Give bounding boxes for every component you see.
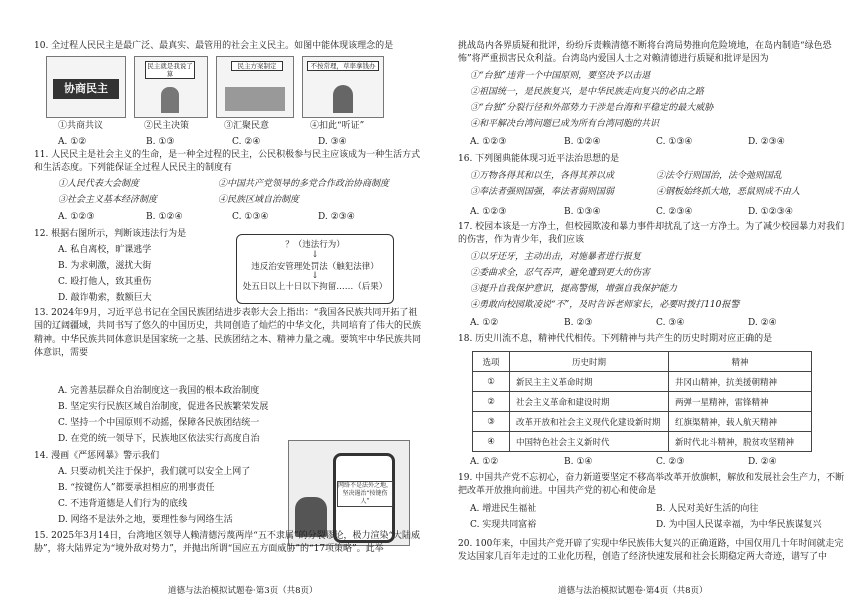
q19-option-b[interactable]: B. 人民对美好生活的向往	[656, 504, 759, 514]
q10-caption-1: ①共商共议	[58, 121, 104, 131]
q12-option-d[interactable]: D. 敲诈勒索，数额巨大	[58, 293, 152, 303]
q18-table	[472, 351, 812, 452]
q16-item-1: ①万物各得其和以生，各得其养以成	[470, 171, 615, 181]
q11-option-a[interactable]: A. ①②③	[58, 212, 95, 222]
q16-item-2: ②法令行则国治，法令弛则国乱	[656, 171, 783, 181]
table-cell: ①	[473, 372, 510, 392]
q14-option-c[interactable]: C. 不违背道德是人们行为的底线	[58, 499, 188, 509]
q11-option-c[interactable]: C. ①③④	[232, 212, 269, 222]
flow-step-3: 处五日以上十日以下拘留……（后果）	[242, 282, 388, 292]
right-page	[430, 0, 860, 604]
q12-option-a[interactable]: A. 私自离校，旷课逃学	[58, 245, 152, 255]
q17-option-b[interactable]: B. ②③	[564, 318, 593, 328]
q11-stem: 11. 人民民主是社会主义的生命，是一种全过程的民主，公民积极参与民主应该成为一种生活方式和生活态度。下列能保证全过程人民民主的制度有	[34, 150, 421, 173]
q16-option-d[interactable]: D. ①②③④	[748, 207, 793, 217]
q17-item-1: ①以牙还牙，主动出击，对施暴者进行报复	[470, 252, 642, 262]
q19-option-d[interactable]: D. 为中国人民谋幸福，为中华民族谋复兴	[656, 520, 822, 530]
q10-options	[58, 136, 418, 149]
q15-continued: 挑战岛内各界质疑和批评，纷纷斥责赖清德不断将台湾局势推向危险境地，在岛内制造“绿色恐怖”将严重损害民众利益。台湾岛内爱国人士之对赖清德进行质疑和批评是因为	[458, 41, 832, 65]
person-figure-icon	[161, 87, 179, 113]
q10-image-3-text: 民主方案制定	[231, 61, 283, 71]
table-header-row	[473, 352, 812, 372]
q19-option-a[interactable]: A. 增进民生福祉	[470, 504, 537, 514]
q18-option-a[interactable]: A. ①②	[470, 457, 499, 467]
q17-options	[470, 317, 850, 330]
q18-option-c[interactable]: C. ②③	[656, 457, 685, 467]
q14-stem: 14. 漫画《严惩网暴》警示我们	[34, 451, 160, 461]
q15-option-b[interactable]: B. ①②④	[564, 137, 601, 147]
q14-cartoon-text: 网络不是法外之地，坚决遏治“按键伤人”	[338, 482, 393, 505]
table-cell: 改革开放和社会主义现代化建设新时期	[510, 412, 669, 432]
table-row	[473, 392, 812, 412]
q10-captions	[46, 120, 426, 133]
q12-flowchart	[236, 234, 394, 304]
table-row	[473, 432, 812, 452]
q18-stem: 18. 历史川流不息，精神代代相传。下列精神与共产生的历史时期对应正确的是	[458, 334, 773, 344]
q11-option-b[interactable]: B. ①②④	[146, 212, 183, 222]
q10-caption-4: ④扣此“听证”	[310, 121, 365, 131]
q10-option-b[interactable]: B. ①③	[146, 137, 175, 147]
table-cell: 两弹一星精神，雷锋精神	[669, 392, 812, 412]
q15-item-3: ③“台独”分裂行径和外部势力干涉是台海和平稳定的最大威胁	[470, 103, 714, 113]
q18-options	[470, 456, 850, 469]
table-cell: ④	[473, 432, 510, 452]
person-figure-icon	[333, 85, 353, 113]
q11-item-2: ②中国共产党领导的多党合作政治协商制度	[218, 179, 390, 189]
q14-option-a[interactable]: A. 只要动机关注于保护，我们就可以安全上网了	[58, 467, 251, 477]
q16-option-c[interactable]: C. ②③④	[656, 207, 693, 217]
q10-caption-3: ③汇聚民意	[224, 121, 270, 131]
table-cell: ③	[473, 412, 510, 432]
q19-stem: 19. 中国共产党不忘初心，奋力新道要坚定不移高举改革开放旗帜，解放和发展社会生产力，不断把改革开放推向前进。中国共产党的初心和使命是	[458, 473, 845, 497]
page-footer-left: 道德与法治模拟试题卷·第3页（共8页）	[168, 586, 318, 596]
q15-item-1: ①“台独”违背一个中国原则，要坚决予以击退	[470, 71, 651, 81]
q19-options	[470, 503, 850, 533]
q17-item-4: ④勇敢向校园欺凌说“不”，及时告诉老师家长，必要时拨打110报警	[470, 300, 740, 310]
table-cell: 新民主主义革命时期	[510, 372, 669, 392]
q10-option-a[interactable]: A. ①②	[58, 137, 87, 147]
q10-image-4-text: 不按常理，草率拿钱办	[307, 61, 379, 71]
table-header-option: 选项	[473, 352, 510, 372]
q13-option-a[interactable]: A. 完善基层群众自治制度这一我国的根本政治制度	[58, 386, 260, 396]
q11-option-d[interactable]: D. ②③④	[318, 212, 355, 222]
q11-item-4: ④民族区域自治制度	[218, 195, 300, 205]
q16-option-b[interactable]: B. ①③④	[564, 207, 601, 217]
table-cell: 中国特色社会主义新时代	[510, 432, 669, 452]
q11-items	[58, 178, 418, 208]
page-footer-right: 道德与法治模拟试题卷·第4页（共8页）	[558, 586, 708, 596]
q15-option-d[interactable]: D. ②③④	[748, 137, 785, 147]
q18-option-b[interactable]: B. ①④	[564, 457, 593, 467]
q13-option-d[interactable]: D. 在党的统一领导下，民族地区依法实行高度自治	[58, 434, 260, 444]
q20-stem: 20. 100年来，中国共产党开辟了实现中华民族伟大复兴的正确道路，中国仅用几十年时间就走完发达国家几百年走过的工业化历程，创造了经济快速发展和社会长期稳定两大奇迹，谱写了中	[458, 539, 844, 563]
q15-item-2: ②祖国统一，是民族复兴，是中华民族走向复兴的必由之路	[470, 87, 705, 97]
q10-image-2	[134, 56, 208, 118]
q10-option-d[interactable]: D. ③④	[318, 137, 347, 147]
q15-item-4: ④和平解决台湾问题已成为所有台湾同胞的共识	[470, 119, 660, 129]
q10-caption-2: ②民主决策	[144, 121, 190, 131]
q17-option-d[interactable]: D. ②④	[748, 318, 777, 328]
table-cell: 红旗渠精神，载人航天精神	[669, 412, 812, 432]
arrow-down-icon: ↓	[311, 250, 319, 260]
q15-option-a[interactable]: A. ①②③	[470, 137, 507, 147]
q10-image-1	[46, 56, 126, 118]
q14-option-b[interactable]: B. “按键伤人”都要承担相应的刑事责任	[58, 483, 215, 493]
q12-option-b[interactable]: B. 为求刺激，滋扰大街	[58, 261, 152, 271]
table-cell: 新时代北斗精神，脱贫攻坚精神	[669, 432, 812, 452]
q16-items	[470, 170, 850, 200]
table-cell: 井冈山精神，抗美援朝精神	[669, 372, 812, 392]
q17-option-c[interactable]: C. ③④	[656, 318, 685, 328]
q13-stem: 13. 2024年9月，习近平总书记在全国民族团结进步表彰大会上指出：“我国各民族共同开拓了祖国的辽阔疆域，共同书写了悠久的中国历史，共同创造了灿烂的中华文化，共同培育了伟大的民族精神。中华民族共同体意识是国家统一之基、民族团结之本、精神力量之魂。要筑牢中华民族共同体意识，需要	[34, 308, 422, 359]
table-cell: 社会主义革命和建设时期	[510, 392, 669, 412]
q17-option-a[interactable]: A. ①②	[470, 318, 499, 328]
table-header-spirit: 精神	[669, 352, 812, 372]
q17-item-3: ③提升自我保护意识，提高警惕，增强自我保护能力	[470, 284, 678, 294]
table-row	[473, 372, 812, 392]
q17-stem: 17. 校园本该是一方净土，但校园欺凌和暴力事件却扰乱了这一方净土。为了减少校园暴力对我们的伤害，作为青少年，我们应该	[458, 222, 845, 246]
table-row	[473, 412, 812, 432]
q10-option-c[interactable]: C. ②④	[232, 137, 261, 147]
q15-options	[470, 136, 850, 149]
meeting-table-icon	[225, 87, 285, 111]
q11-item-3: ③社会主义基本经济制度	[58, 195, 158, 205]
q10-image-3	[216, 56, 294, 118]
q16-stem: 16. 下列图典能体现习近平法治思想的是	[458, 154, 620, 164]
q14-option-d[interactable]: D. 网络不是法外之地，要理性参与网络生活	[58, 515, 233, 525]
q16-item-4: ④钢板始终抓大地，恶鼠则成不由人	[656, 187, 801, 197]
q11-options	[58, 211, 418, 224]
q16-options	[470, 206, 850, 219]
q10-image-4	[302, 56, 384, 118]
q12-option-c[interactable]: C. 殴打他人，致其重伤	[58, 277, 152, 287]
q12-stem: 12. 根据右图所示，判断该违法行为是	[34, 229, 187, 239]
q19-option-c[interactable]: C. 实现共同富裕	[470, 520, 537, 530]
q15-option-c[interactable]: C. ①③④	[656, 137, 693, 147]
flow-step-2: 违反治安管理处罚法（触犯法律）	[251, 262, 379, 272]
arrow-down-icon: ↓	[311, 271, 319, 281]
table-header-period: 历史时期	[510, 352, 669, 372]
q10-image-1-text: 协商民主	[53, 79, 119, 99]
q18-option-d[interactable]: D. ②④	[748, 457, 777, 467]
flow-step-1: ？（违法行为）	[285, 240, 345, 250]
q16-option-a[interactable]: A. ①②③	[470, 207, 507, 217]
q17-item-2: ②委曲求全，忍气吞声，避免遭到更大的伤害	[470, 268, 651, 278]
q10-stem: 10. 全过程人民民主是最广泛、最真实、最管用的社会主义民主。如图中能体现该理念的是	[34, 41, 394, 51]
q15-stem: 15. 2025年3月14日，台湾地区领导人赖清德污蔑两岸“五不隶属”的分裂谬论，极力渲染“大陆威胁”，将大陆界定为“境外敌对势力”，并抛出所谓“国应五方面威胁”的“17项策略”。此举	[34, 531, 421, 555]
q13-option-c[interactable]: C. 坚持一个中国原则不动摇，保障各民族团结统一	[58, 418, 260, 428]
q10-image-2-text: 民主就是我说了算	[145, 61, 195, 79]
q11-item-1: ①人民代表大会制度	[58, 179, 140, 189]
q13-option-b[interactable]: B. 坚定实行民族区域自治制度，促进各民族繁荣发展	[58, 402, 269, 412]
q16-item-3: ③奉法者强则国强，奉法者弱则国弱	[470, 187, 615, 197]
table-cell: ②	[473, 392, 510, 412]
